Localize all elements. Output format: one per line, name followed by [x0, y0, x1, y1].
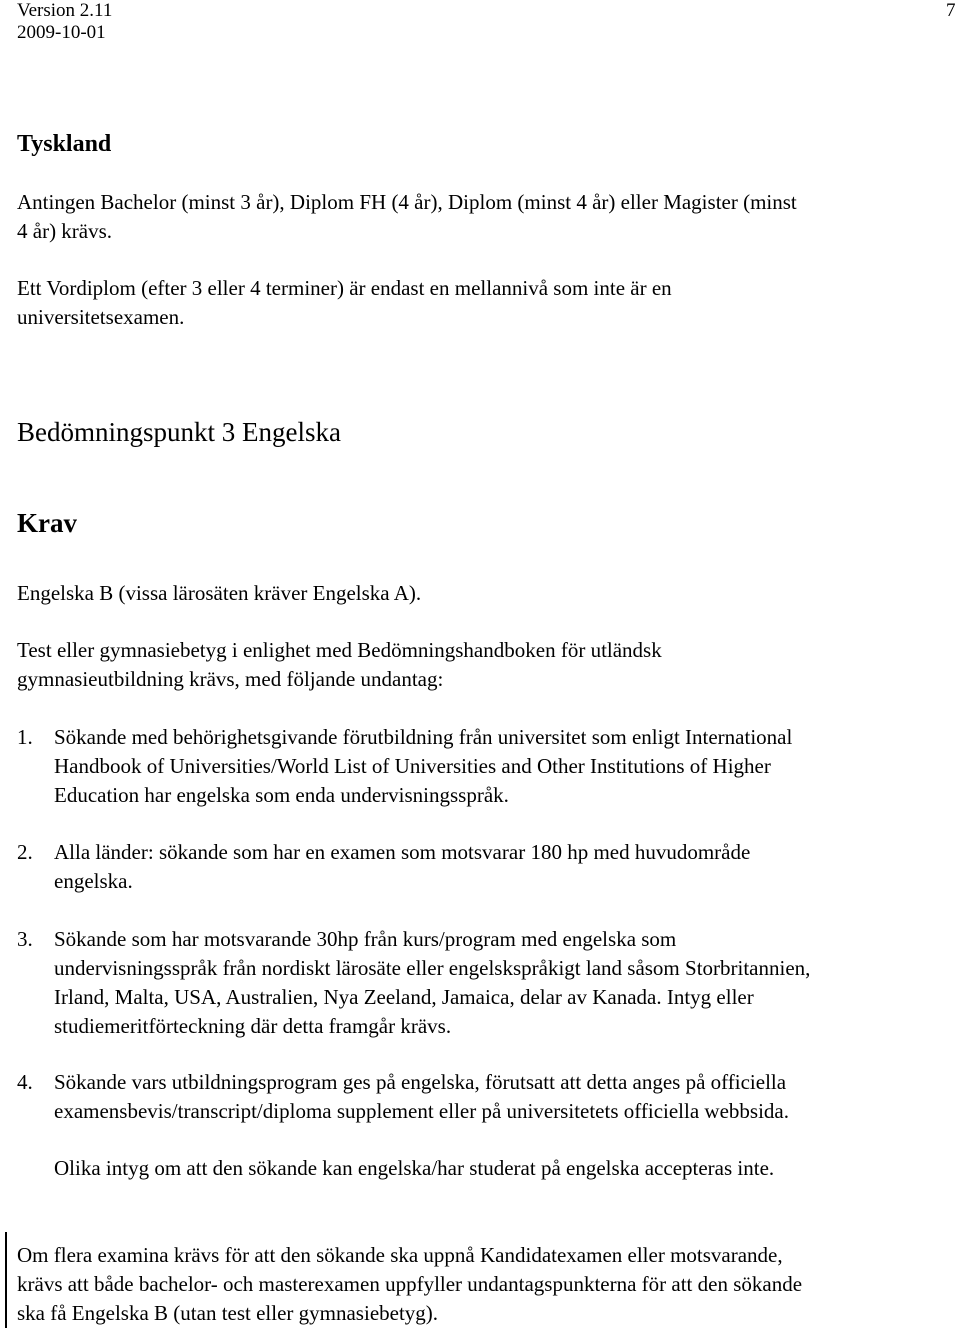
subsection-heading: Krav: [17, 508, 77, 538]
list-number: 2.: [17, 840, 33, 864]
paragraph-line: Test eller gymnasiebetyg i enlighet med Bedömningshandboken för utländsk: [17, 638, 662, 662]
paragraph-line: Antingen Bachelor (minst 3 år), Diplom FH (4 år), Diplom (minst 4 år) eller Magister (minst: [17, 190, 797, 214]
paragraph-line: universitetsexamen.: [17, 305, 185, 329]
list-number: 1.: [17, 725, 33, 749]
list-line: Sökande som har motsvarande 30hp från kurs/program med engelska som: [54, 927, 677, 951]
change-bar: [5, 1232, 7, 1328]
list-item: [17, 723, 957, 810]
paragraph-line: Ett Vordiplom (efter 3 eller 4 terminer) är endast en mellannivå som inte är en: [17, 276, 672, 300]
date-label: 2009-10-01: [17, 22, 106, 43]
list-line: Handbook of Universities/World List of Universities and Other Institutions of Higher: [54, 754, 771, 778]
list-number: 3.: [17, 927, 33, 951]
list-line: studiemeritförteckning där detta framgår krävs.: [54, 1014, 452, 1038]
list-line: undervisningsspråk från nordiskt lärosäte eller engelskspråkigt land såsom Storbritannien,: [54, 956, 811, 980]
country-heading: Tyskland: [17, 131, 112, 157]
list-line: examensbevis/transcript/diploma supplement eller på universitetets officiella webbsida.: [54, 1099, 789, 1123]
paragraph-line: 4 år) krävs.: [17, 219, 113, 243]
list-item: [17, 838, 957, 896]
paragraph-line: gymnasieutbildning krävs, med följande undantag:: [17, 667, 444, 691]
list-line: Sökande med behörighetsgivande förutbildning från universitet som enligt International: [54, 725, 793, 749]
list-line: engelska.: [54, 869, 133, 893]
paragraph-line: ska få Engelska B (utan test eller gymnasiebetyg).: [17, 1301, 439, 1325]
paragraph-line: Engelska B (vissa lärosäten kräver Engelska A).: [17, 581, 422, 605]
list-item: [17, 1068, 957, 1126]
paragraph-line: krävs att både bachelor- och masterexamen uppfyller undantagspunkterna för att den sökande: [17, 1272, 803, 1296]
list-line: Alla länder: sökande som har en examen som motsvarar 180 hp med huvudområde: [54, 840, 751, 864]
list-item: [17, 925, 957, 1041]
list-line: Sökande vars utbildningsprogram ges på engelska, förutsatt att detta anges på officiella: [54, 1070, 787, 1094]
note-paragraph: Olika intyg om att den sökande kan engelska/har studerat på engelska accepteras inte.: [54, 1156, 775, 1180]
section-heading: Bedömningspunkt 3 Engelska: [17, 417, 341, 447]
paragraph-line: Om flera examina krävs för att den sökande ska uppnå Kandidatexamen eller motsvarande,: [17, 1243, 783, 1267]
version-label: Version 2.11: [17, 0, 113, 21]
list-line: Education har engelska som enda undervisningsspråk.: [54, 783, 509, 807]
list-number: 4.: [17, 1070, 33, 1094]
list-line: Irland, Malta, USA, Australien, Nya Zeeland, Jamaica, delar av Kanada. Intyg eller: [54, 985, 754, 1009]
page-number: 7: [946, 0, 956, 21]
